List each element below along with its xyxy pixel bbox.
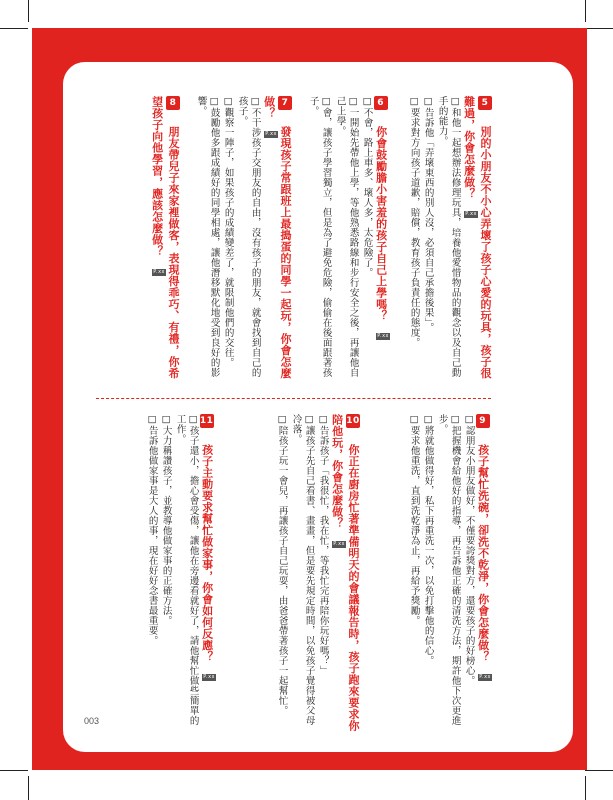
- crop-mark: [28, 776, 29, 800]
- answer-option: □觀察一陣子，如果孩子的成績變差了，就限制他們的交往。: [222, 96, 234, 368]
- question-number-badge: 7: [278, 96, 292, 110]
- page-reference-tag: P.xx: [377, 332, 389, 339]
- crop-mark: [585, 770, 613, 771]
- answer-option: □告訴孩子「我很忙，我在忙，等我忙完再陪你玩好嗎？」: [317, 414, 329, 676]
- question-number-badge: 8: [166, 96, 180, 110]
- answer-option: □告訴他做家事是大人的事，現在好好念書最重要。: [146, 414, 158, 646]
- crop-mark: [585, 28, 613, 29]
- answer-option: □認朋友小朋友做好，不僅要誇獎對方，還要孩子的好榜心。: [463, 414, 475, 686]
- question-text: 你正在廚房忙著準備明天的會議報告時，孩子跑來要求你陪他玩，你會怎麼做？: [330, 414, 360, 731]
- question-text: 發現孩子常跟班上最搗蛋的同學一起玩，你會怎麼做？: [262, 96, 292, 379]
- answer-option: □大力稱讚孩子，並教導他做家事的正確方法。: [160, 414, 172, 626]
- crop-mark: [28, 0, 29, 22]
- crop-mark: [0, 28, 28, 29]
- crop-mark: [585, 0, 586, 22]
- question-text: 孩子幫忙洗碗，卻洗不乾淨，你會怎麼做？: [476, 443, 490, 662]
- question-text: 孩子主動要求幫忙做家事，你會如何反應？: [200, 443, 214, 662]
- answer-option: □和他一起想辦法修理玩具，培養他愛惜物品的觀念以及自己動手的能力。: [436, 96, 461, 378]
- answer-option: □孩子還小，擔心會受傷，讓他在旁邊看就好了，請他幫忙做些簡單的工作。: [174, 414, 199, 726]
- answer-option: □不會，路上車多、壞人多，太危險了。: [361, 96, 373, 278]
- page-reference-tag: P.xx: [265, 130, 277, 137]
- question-text: 別的小朋友不小心弄壞了孩子心愛的玩具，孩子很難過，你會怎麼做？: [462, 96, 492, 379]
- answer-option: □把握機會給他好的指導，再告訴他正確的清洗方法，期許他下次更進步。: [436, 414, 461, 726]
- question-number-badge: 9: [476, 414, 490, 428]
- answer-option: □要求他重洗，直到洗乾淨為止，再給予獎勵。: [408, 414, 420, 626]
- crop-mark: [0, 770, 28, 771]
- section-divider: [96, 398, 491, 399]
- section-8: [100, 96, 180, 384]
- question-number-badge: 6: [374, 96, 388, 110]
- crop-mark: [585, 776, 586, 800]
- question-number-badge: 5: [478, 96, 492, 110]
- answer-option: □陪孩子玩一會兒，再讓孩子自己玩耍，由爸爸帶著孩子一起幫忙。: [276, 414, 288, 716]
- section-5: [396, 96, 492, 384]
- answer-option: □不干涉孩子交朋友的自由，沒有孩子的朋友，就會找到自己的孩子。: [236, 96, 261, 378]
- page-reference-tag: P.xx: [465, 211, 477, 217]
- question-number-badge: 10: [346, 416, 360, 426]
- section-6: [298, 96, 390, 384]
- question-number-badge: 11: [199, 416, 214, 426]
- answer-option: □會，讓孩子學習獨立，但是為了避免危險，偷偷在後面跟著孩子。: [307, 96, 332, 378]
- answer-option: □要求對方向孩子道歉，賠償，教育孩子負責任的態度。: [408, 96, 420, 348]
- page-number: 003: [84, 716, 100, 726]
- section-11: [92, 414, 216, 734]
- answer-option: □將就他做得好，私下再重洗一次，以免打擊他的信心。: [422, 414, 434, 666]
- answer-option: □讓孩子先自己看書、畫畫，但是要先規定時間，以免孩子覺得被父母冷落。: [290, 414, 315, 726]
- section-10: [224, 414, 360, 734]
- question-text: 你會鼓勵膽小害羞的孩子自己上學嗎？: [374, 125, 388, 321]
- answer-option: □一開始先帶他上學，等他熟悉路線和步行安全之後，再讓他自己上學。: [334, 96, 359, 378]
- answer-option: □鼓勵他多跟成績好的同學相處，讓他潛移默化地受到良好的影響。: [195, 96, 220, 378]
- page-reference-tag: P.xx: [479, 673, 491, 680]
- section-7: [188, 96, 292, 384]
- question-text: 朋友帶兒子來家裡做客，表現得乖巧、有禮，你希望孩子向他學習，應該怎麼做？: [150, 96, 180, 379]
- page-reference-tag: P.xx: [333, 540, 345, 547]
- section-9: [368, 414, 492, 734]
- answer-option: □告訴他「弄壞東西的別人沒，必須自己承擔後果」。: [422, 96, 434, 333]
- page-reference-tag: P.xx: [203, 673, 215, 680]
- page-reference-tag: P.xx: [153, 268, 165, 275]
